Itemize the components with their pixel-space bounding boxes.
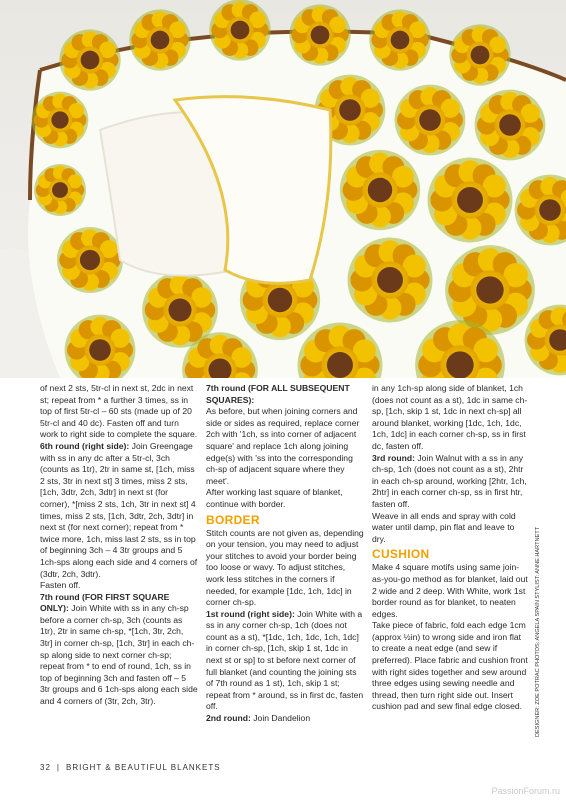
step-text: Join Greengage with ss in any dc after a 5tr-cl, 3ch (counts as 1tr), 2tr in same st, [1ch, miss 2 sts, 3tr in next st] 3 times, miss 2 sts, [1ch, 3dtr, 2ch, 3dtr] in next st (for corner), *[miss 2 sts, 1ch, 3tr in next st] 4 times, miss 2 sts, [1ch, 3dtr, 2ch, 3dtr] in next st (for next corner); repeat from * twice more, 1ch, miss last 2 sts, ss in top of beginning 3ch – 4 3tr groups and 5 1ch-sps along each side and 4 corners of (3dtr, 2ch, 3dtr). [40, 440, 198, 579]
sunflower-motif [475, 90, 546, 161]
pattern-step [206, 609, 364, 713]
pattern-step [206, 713, 364, 725]
credit-text: DESIGNER: ZOE POTRAC PHOTOS: ANGELA SPAIN STYLIST: ANNE HARTNETT [535, 526, 541, 737]
footer-separator: | [56, 763, 60, 772]
sunflower-motif [129, 9, 190, 70]
pattern-step [372, 453, 530, 511]
sunflower-motif [34, 164, 86, 216]
step-label: 7th round (FOR ALL SUBSEQUENT SQUARES): [206, 383, 350, 405]
photo-credit [535, 498, 545, 743]
sunflower-motif [428, 158, 513, 243]
paragraph: of next 2 sts, 5tr-cl in next st, 2dc in next st; repeat from * a further 3 times, ss in top of first 5tr-cl – 60 sts (made up of 20 5tr-cl and 40 dc). Fasten off and turn work to right side to complete the square. [40, 383, 198, 440]
sunflower-motif [449, 24, 510, 85]
pattern-step [40, 592, 198, 708]
paragraph: Fasten off. [40, 580, 81, 591]
sunflower-motif [369, 9, 430, 70]
step-text: Join White with ss in any ch-sp before a corner ch-sp, 3ch (counts as 1tr), 2tr in same ch-sp, *[1ch, 3tr, 2ch, 3tr] in corner ch-sp, [1ch, 3tr] in each ch-sp along side to next corner ch-sp; repeat from * to end of round, 1ch, ss in top of beginning 3ch and fasten off – 5 3tr groups and 6 1ch-sps along each side and 4 corners of (3tr, 2ch, 3tr). [40, 603, 198, 707]
sunflower-motif [395, 85, 466, 156]
magazine-title: BRIGHT & BEAUTIFUL BLANKETS [65, 763, 221, 772]
watermark: PassionForum.ru [491, 786, 560, 796]
step-label: 2nd round: [206, 713, 251, 724]
pattern-step [206, 383, 364, 406]
sunflower-motif [57, 227, 123, 293]
section-heading: CUSHION [372, 547, 430, 562]
sunflower-motif [289, 4, 350, 65]
paragraph: Weave in all ends and spray with cold water until damp, pin flat and leave to dry. [372, 510, 516, 544]
page-footer [40, 763, 221, 772]
paragraph: in any 1ch-sp along side of blanket, 1ch (does not count as a st), 1dc in same ch-sp, [1ch, skip 1 st, 1dc in next ch-sp] all around blanket, working [1dc, 1ch, 1dc, 1ch, 1dc] in each corner ch-sp, ss in first dc, fasten off. [372, 383, 528, 451]
paragraph: After working last square of blanket, continue with border. [206, 487, 343, 509]
step-label: 7th round (FOR FIRST SQUARE ONLY): [40, 591, 170, 614]
paragraph: Stitch counts are not given as, depending on your tension, you may need to adjust your stitches to avoid your border being too loose or wavy. To adjust stitches, work less stitches in the corners if needed, for example [1dc, 1ch, 1dc] in corner ch-sp. [206, 527, 364, 608]
sunflower-motif [209, 0, 270, 61]
paragraph: Take piece of fabric, fold each edge 1cm (approx ½in) to wrong side and iron flat to create a neat edge (and sew if preferred). Place fabric and cushion front with right sides together and sew around three edges using sewing needle and thread, then turn right side out. Insert cushion pad and sew final edge closed. [372, 620, 528, 712]
column-2 [206, 383, 364, 725]
step-text: Join White with a ss in any corner ch-sp, 1ch (does not count as a st), *[1dc, 1ch, 1dc, 1ch, 1dc] in corner ch-sp, [1ch, skip 1 st, 1dc in next st or sp] to st before next corner of full blanket (and counting the joining sts of 7th round as 1 st), 1ch, skip 1 st; repeat from * around, ss in first dc, fasten off. [206, 608, 364, 712]
pattern-text [40, 383, 530, 753]
sunflower-blanket-photo [0, 0, 566, 378]
column-1 [40, 383, 198, 708]
step-label: 3rd round: [372, 452, 415, 463]
pattern-step [40, 441, 198, 580]
blanket-illustration [0, 0, 566, 378]
sunflower-motif [348, 238, 433, 323]
step-text: Join Walnut with a ss in any ch-sp, 1ch (does not count as a st), 2htr in each ch-sp around, working [2htr, 1ch, 2htr] in each corner ch-sp, ss in first htr, fasten off. [372, 452, 527, 509]
paragraph: As before, but when joining corners and side or sides as required, replace corner 2ch with '1ch, ss into corner of adjacent square' and replace 1ch along joining edge(s) with 'ss into the corresponding ch-sp of adjacent square where they meet'. [206, 406, 360, 486]
step-label: 1st round (right side): [206, 608, 295, 619]
step-label: 6th round (right side): [40, 440, 130, 451]
sunflower-motif [340, 150, 420, 230]
step-text: Join Dandelion [250, 713, 311, 724]
section-heading: BORDER [206, 512, 260, 527]
paragraph: Make 4 square motifs using same join-as-you-go method as for blanket, laid out 2 wide and 2 deep. With White, work 1st border round as for blanket, to neaten edges. [372, 562, 528, 619]
sunflower-motif [32, 92, 89, 149]
column-3 [372, 383, 530, 713]
page-number: 32 [40, 763, 51, 772]
sunflower-motif [59, 29, 120, 90]
